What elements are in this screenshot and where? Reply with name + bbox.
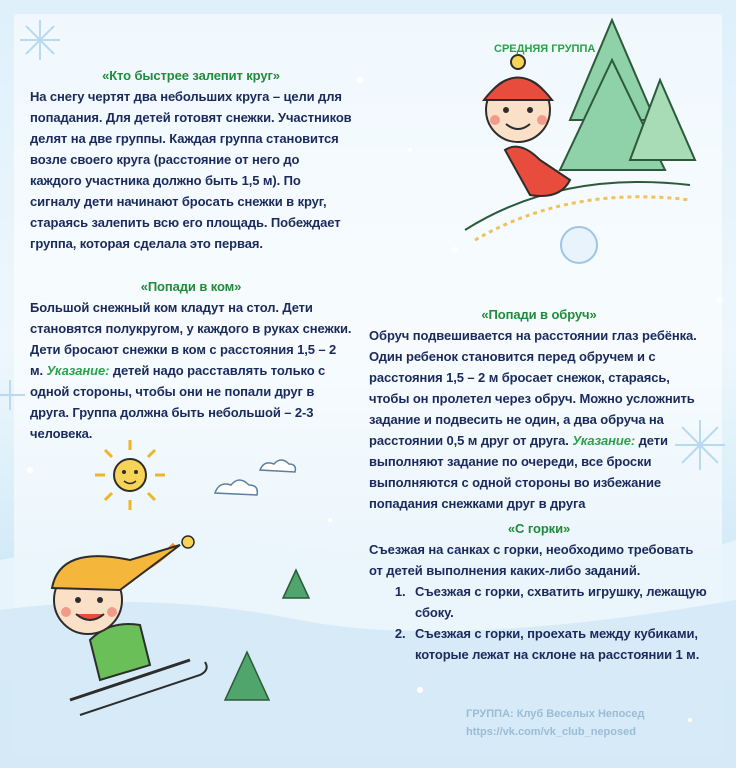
child-skating-illustration <box>465 20 695 263</box>
section-hit-snowball <box>30 276 352 444</box>
footer <box>466 705 644 741</box>
section-catch-circle <box>30 65 352 254</box>
section-title: «Попади в обруч» <box>481 307 597 322</box>
note-label: Указание: <box>46 363 110 378</box>
section-text: Съезжая на санках с горки, необходимо требовать от детей выполнения каких-либо заданий. <box>369 542 694 578</box>
note-text: дети выполняют задание по очереди, все броски выполняются с одной стороны во избежание попадания снежками друг в друга <box>369 433 668 511</box>
cloud-illustration <box>215 460 295 495</box>
note-label: Указание: <box>572 433 636 448</box>
task-list <box>369 581 709 665</box>
section-title: «С горки» <box>507 521 571 536</box>
section-hit-hoop <box>369 304 709 514</box>
group-label: СРЕДНЯЯ ГРУППА <box>494 43 596 55</box>
section-sledding <box>369 518 709 665</box>
footer-group: ГРУППА: Клуб Веселых Непосед <box>466 708 645 720</box>
section-title: «Кто быстрее залепит круг» <box>102 68 280 83</box>
footer-link[interactable]: https://vk.com/vk_club_neposed <box>466 726 636 738</box>
section-title: «Попади в ком» <box>140 279 242 294</box>
sun-illustration <box>95 440 165 510</box>
section-text: Обруч подвешивается на расстоянии глаз ребёнка. Один ребенок становится перед обручем и с расстояния 1,5 – 2 м бросает снежок, стараясь, чтобы он пролетел через обруч. Можно усложнить задание и подвесить не один, а два обруча на расстоянии 0,5 м друг от друга. <box>369 328 697 448</box>
section-text: Большой снежный ком кладут на стол. Дети становятся полукругом, у каждого в руках снежки. Дети бросают снежки в ком с расстояния 1,5 – 2 м. <box>30 300 352 378</box>
list-item: 1. Съезжая с горки, схватить игрушку, лежащую сбоку. <box>409 581 709 623</box>
list-item: 2. Съезжая с горки, проехать между кубиками, которые лежат на склоне на расстоянии 1 м. <box>409 623 709 665</box>
section-text: На снегу чертят два небольших круга – цели для попадания. Для детей готовят снежки. Участников делят на две группы. Каждая группа становится возле своего круга (расстояние от него до каждого участника должно быть 1,5 м). По сигналу дети начинают бросать снежки в круг, стараясь залепить всю его площадь. Побеждает группа, которая сделала это первая. <box>30 89 352 251</box>
note-text: детей надо расставлять только с одной стороны, чтобы они не попали друг в друга. Группа должна быть небольшой – 2-3 человека. <box>30 363 326 441</box>
